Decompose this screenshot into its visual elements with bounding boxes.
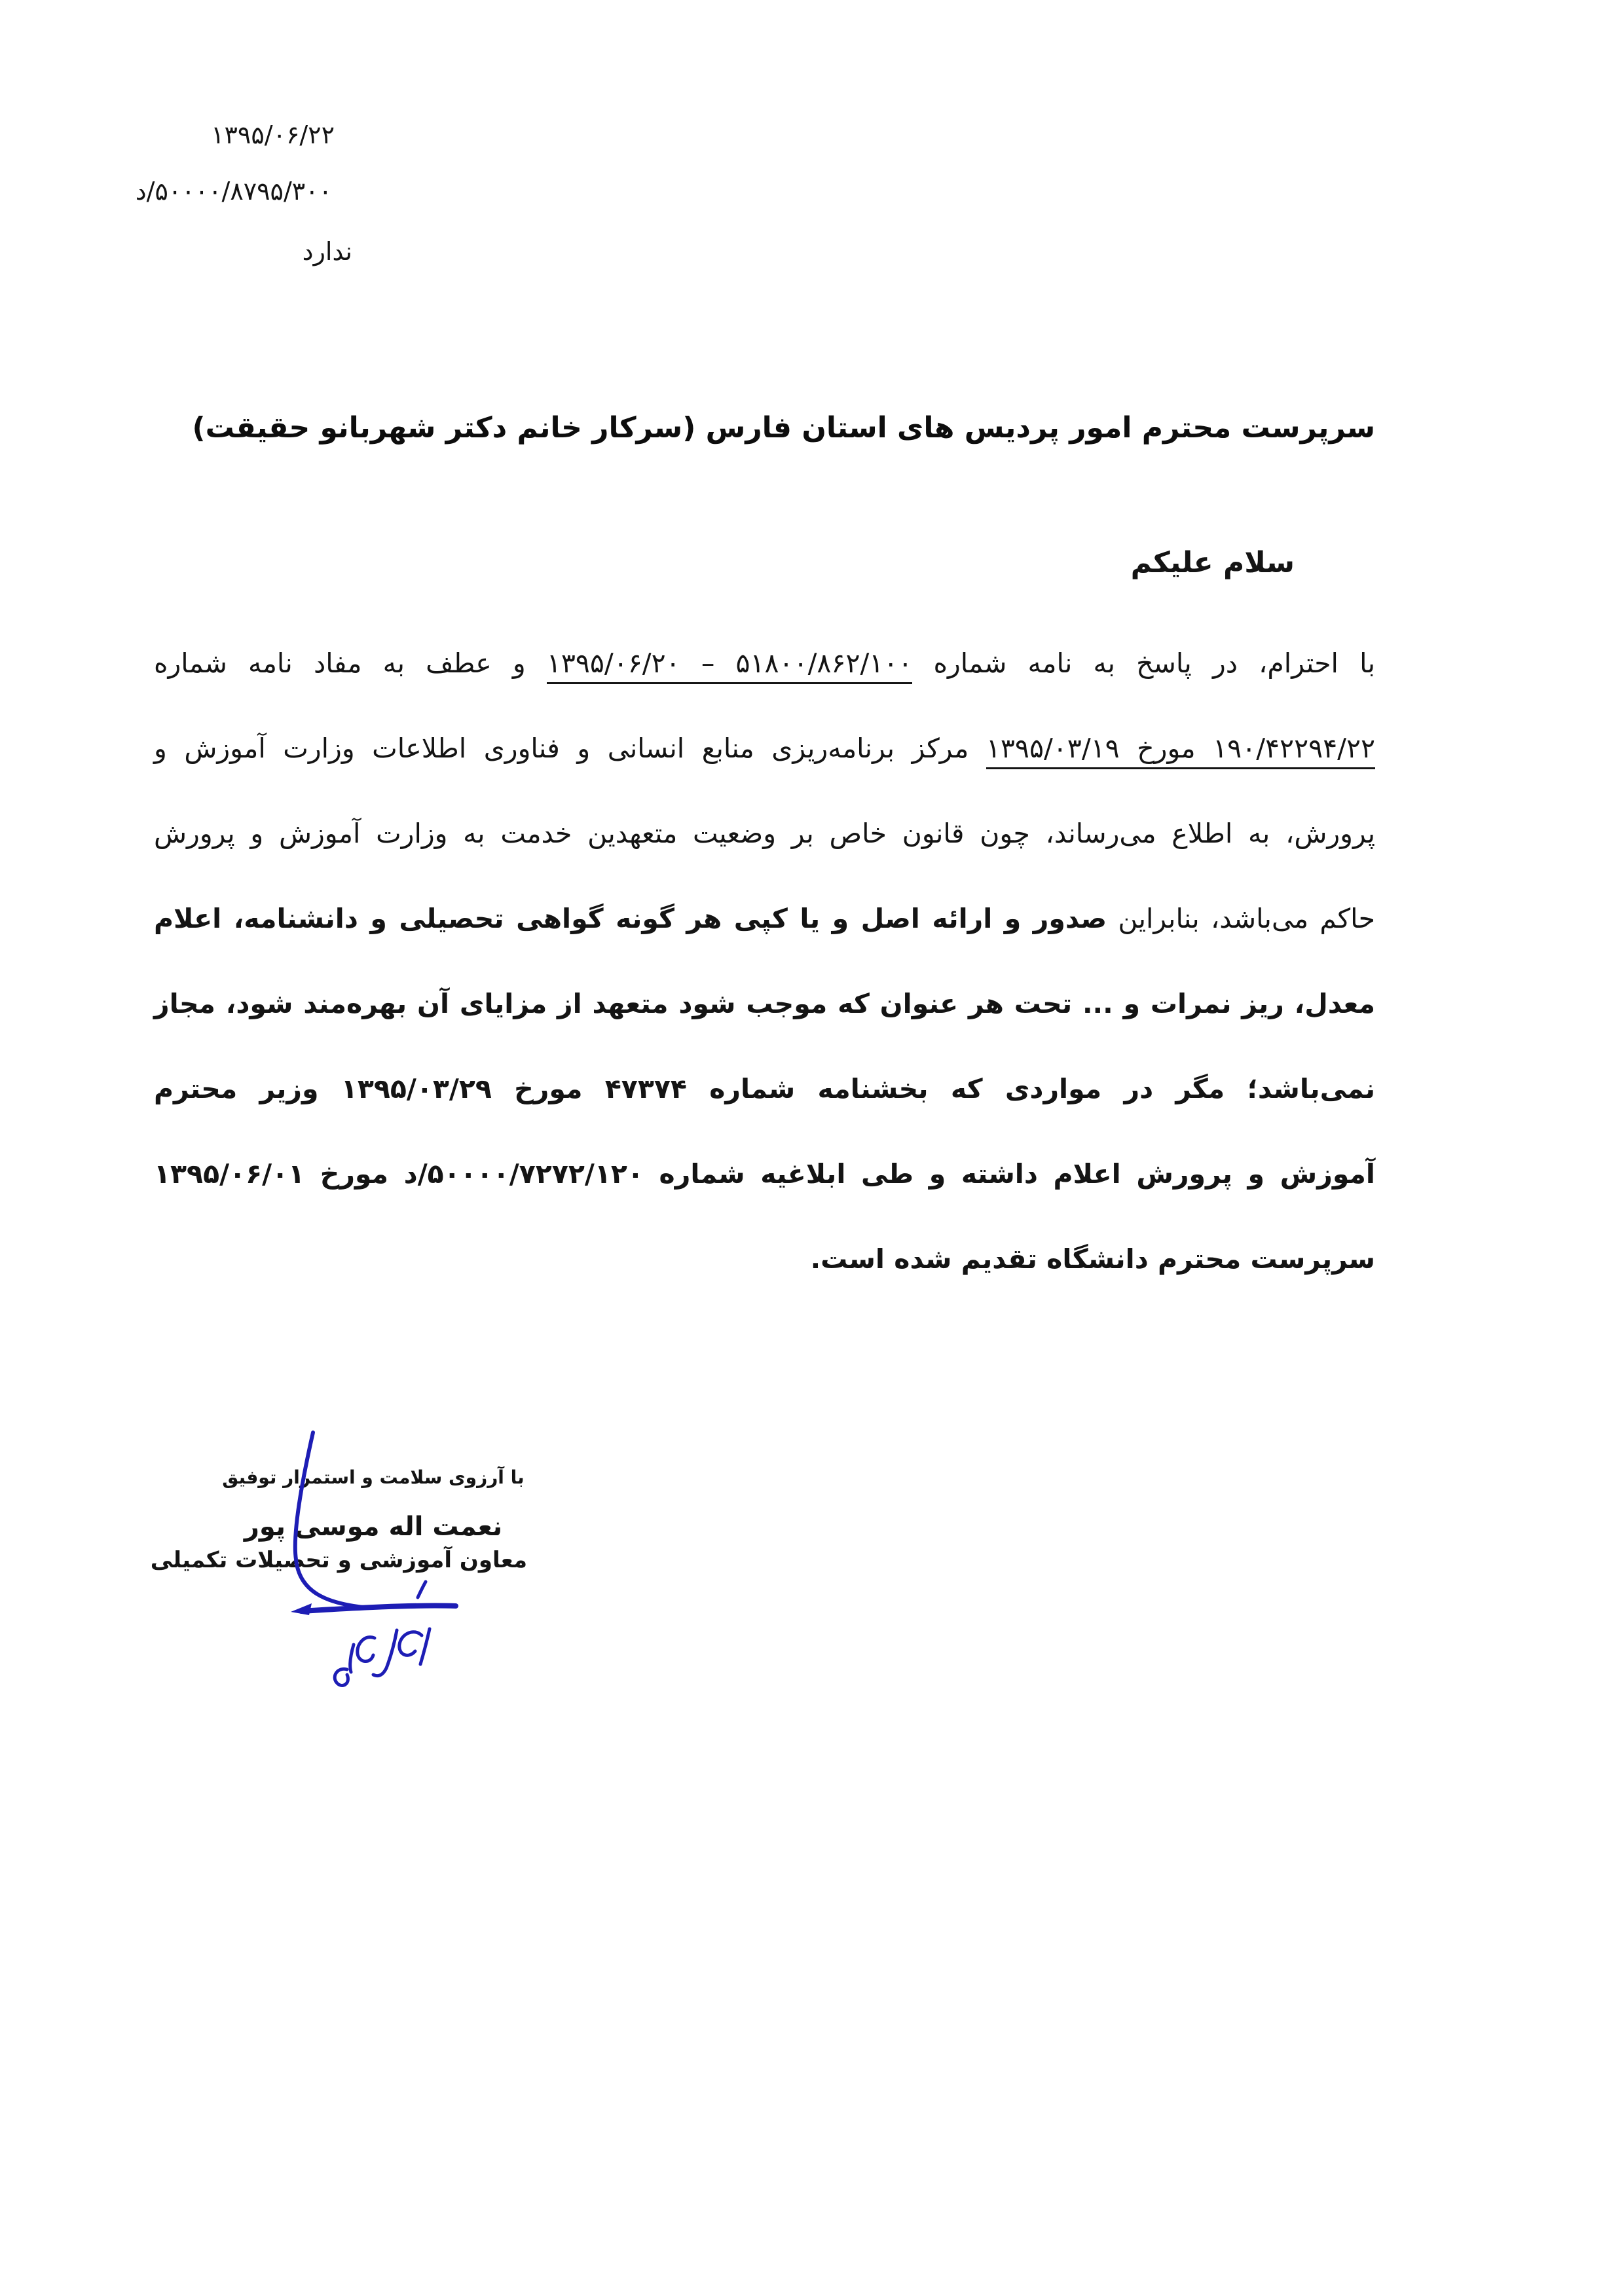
body-line-3: پرورش، به اطلاع می‌رساند، چون قانون خاص بر وضعیت متعهدین خدمت به وزارت آموزش و پرورش (154, 818, 1375, 849)
signature-wish: با آرزوی سلامت و استمرار توفیق (222, 1467, 525, 1488)
body-line-4 (154, 876, 1375, 961)
body-line-2-reference-number: ۱۹۰/۴۲۲۹۴/۲۲ مورخ ۱۳۹۵/۰۳/۱۹ (986, 733, 1375, 769)
letter-body (154, 621, 1375, 1302)
signature-note-stroke-2 (399, 1632, 422, 1656)
signature-note-stroke-4 (358, 1637, 375, 1662)
letter-date: ۱۳۹۵/۰۶/۲۲ (211, 120, 335, 149)
signatory-title: معاون آموزشی و تحصیلات تکمیلی (150, 1547, 527, 1573)
signature-note-stroke-5 (350, 1645, 354, 1672)
body-line-1-reference-number: ۵۱۸۰۰/۸۶۲/۱۰۰ – ۱۳۹۵/۰۶/۲۰ (547, 647, 913, 684)
signature-note-stroke-6 (335, 1669, 348, 1685)
salutation: سلام علیکم (1130, 546, 1295, 579)
body-line-2-post: مرکز برنامه‌ریزی منابع انسانی و فناوری اطلاعات وزارت آموزش و (154, 733, 986, 764)
signatory-name: نعمت اله موسی پور (244, 1512, 503, 1542)
body-line-1-pre: با احترام، در پاسخ به نامه شماره (912, 647, 1375, 679)
recipient-line: سرپرست محترم امور پردیس های استان فارس (سرکار خانم دکتر شهربانو حقیقت) (192, 411, 1375, 445)
body-line-5: معدل، ریز نمرات و ... تحت هر عنوان که موجب شود متعهد از مزایای آن بهره‌مند شود، مجاز (154, 988, 1375, 1019)
signature-note-stroke-3 (373, 1630, 397, 1676)
body-line-7: آموزش و پرورش اعلام داشته و طی ابلاغیه شماره ۵۰۰۰۰/۷۲۷۲/۱۲۰/د مورخ ۱۳۹۵/۰۶/۰۱ (154, 1158, 1375, 1190)
body-line-4-regular: حاکم می‌باشد، بنابراین (1107, 903, 1375, 934)
signature-horizontal-stroke (301, 1606, 456, 1611)
letter-number: ۵۰۰۰۰/۸۷۹۵/۳۰۰/د (135, 177, 332, 206)
body-line-8: سرپرست محترم دانشگاه تقدیم شده است. (810, 1243, 1375, 1275)
body-line-1-post: و عطف به مفاد نامه شماره (154, 647, 547, 679)
body-line-4-bold: صدور و ارائه اصل و یا کپی هر گونه گواهی تحصیلی و دانشنامه، اعلام (154, 903, 1107, 934)
letter-attachment: ندارد (302, 237, 352, 266)
signature-note-stroke-1 (420, 1629, 430, 1664)
body-line-1 (154, 621, 1375, 706)
body-line-2 (154, 706, 1375, 791)
body-line-6: نمی‌باشد؛ مگر در مواردی که بخشنامه شماره ۴۷۳۷۴ مورخ ۱۳۹۵/۰۳/۲۹ وزیر محترم (154, 1073, 1375, 1104)
signature-left-hook (291, 1603, 312, 1615)
signature-tick (418, 1582, 426, 1597)
signature-block (150, 1467, 527, 1573)
